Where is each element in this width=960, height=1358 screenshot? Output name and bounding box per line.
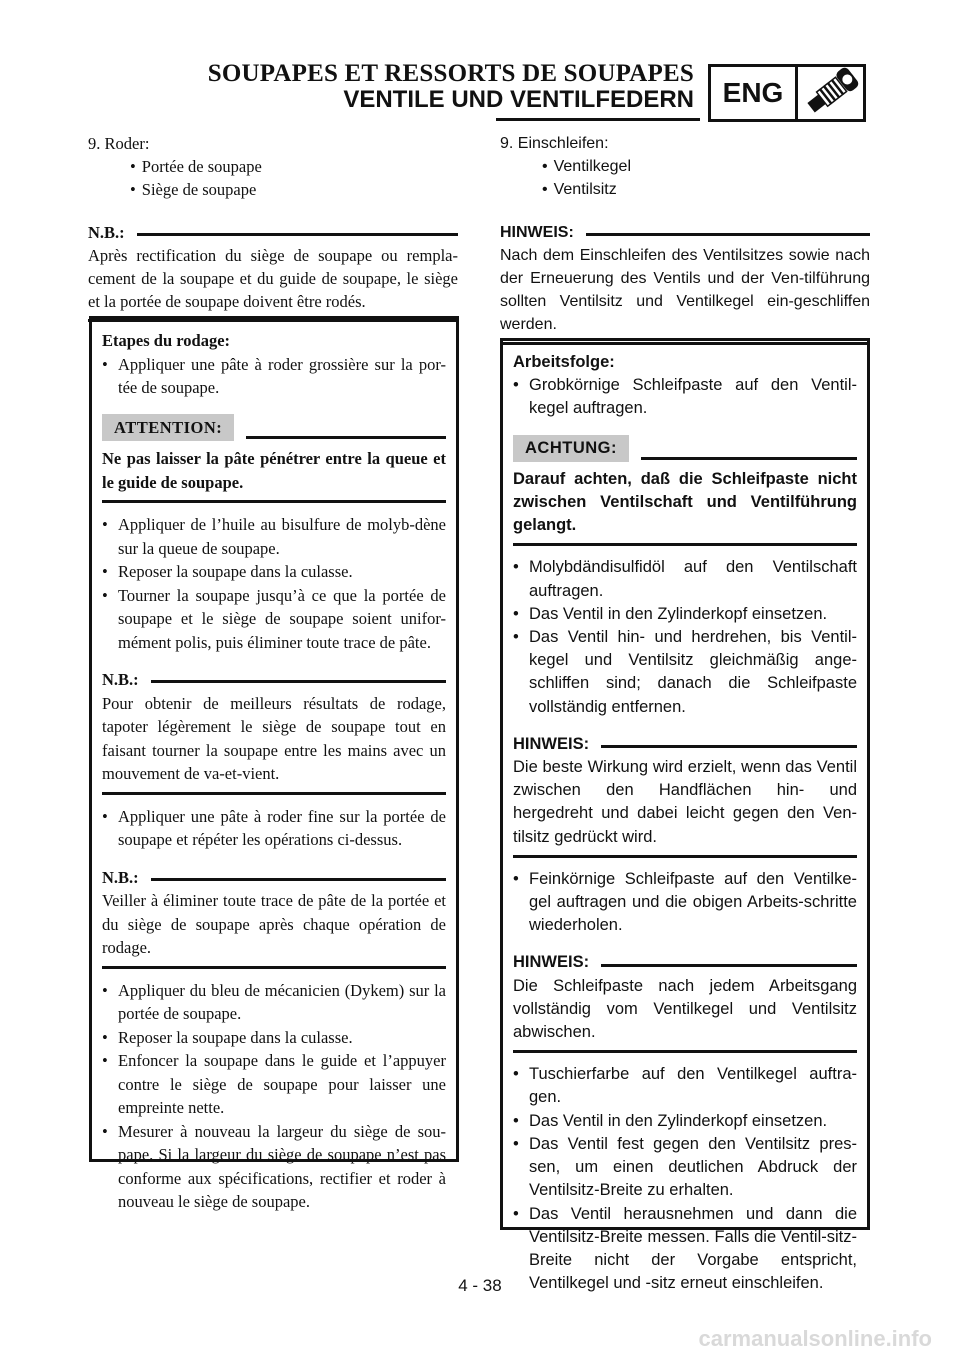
note-label: N.B.: — [102, 670, 139, 689]
attention-text: Ne pas laisser la pâte pénétrer entre la queue et le guide de soupape. — [102, 449, 446, 492]
attention-text: Darauf achten, daß die Schleifpaste nicht zwischen Ventilschaft und Ventilführung gelangt. — [513, 469, 857, 535]
note-label: N.B.: — [102, 867, 139, 887]
divider — [102, 792, 446, 795]
note-heading — [513, 733, 857, 756]
procedure-title: Etapes du rodage: — [102, 331, 231, 350]
engine-valve-tool-icon — [798, 67, 863, 119]
note-text: Pour obtenir de meilleurs résultats de rodage, tapoter légèrement le siège de soupape tout en faisant tourner la soupape entre les mains avec un mouvement de va-et-vient. — [102, 693, 446, 783]
note-heading — [513, 951, 857, 974]
divider — [246, 436, 446, 439]
list-item: • Appliquer de l’huile au bisulfure de molyb-dène sur la queue de soupape. — [102, 513, 446, 560]
divider — [601, 745, 857, 748]
step-title: 9. Einschleifen: — [500, 135, 609, 152]
note-text: Après rectification du siège de soupape ou rempla-cement de la soupape et du guide de soupape, le siège et la portée de soupape doivent être rodés. — [88, 246, 458, 311]
procedure-list — [513, 1063, 857, 1295]
divider — [137, 233, 458, 236]
list-item: • Appliquer une pâte à roder fine sur la portée de soupape et répéter les opérations ci-dessus. — [102, 805, 446, 852]
note-label: HINWEIS: — [513, 734, 590, 753]
list-item: • Das Ventil herausnehmen und dann die Ventilsitz-Breite messen. Falls die Ventil-sitz-Breite nicht der Vorgabe entspricht, Ventilkegel und -sitz erneut einschleifen. — [513, 1203, 857, 1296]
divider — [102, 966, 446, 969]
attention-label: ATTENTION: — [102, 414, 234, 442]
note-label: HINWEIS: — [513, 953, 590, 972]
procedure-title: Arbeitsfolge: — [513, 353, 615, 371]
procedure-box-de — [500, 338, 870, 1293]
list-item: • Grobkörnige Schleifpaste auf den Ventil-kegel auftragen. — [513, 374, 857, 420]
lang-badge: ENG — [711, 67, 798, 119]
note-heading — [102, 668, 446, 692]
procedure-list — [102, 979, 446, 1214]
list-item: • Ventilsitz — [542, 178, 870, 201]
list-item: • Das Ventil hin- und herdrehen, bis Ventil-kegel und Ventilsitz gleichmäßig ange-schliffen sind; danach die Schleifpaste vollständig entfernen. — [513, 626, 857, 719]
column-de — [500, 132, 870, 345]
list-item: • Appliquer du bleu de mécanicien (Dykem) sur la portée de soupape. — [102, 979, 446, 1026]
procedure-box-fr — [89, 316, 459, 1211]
step-title: 9. Roder: — [88, 134, 150, 153]
attention-heading — [102, 414, 446, 442]
list-item: • Siège de soupape — [130, 178, 458, 201]
note-heading — [500, 221, 870, 244]
attention-heading — [513, 435, 857, 462]
list-item: • Feinkörnige Schleifpaste auf den Ventilke-gel auftragen und die obigen Arbeits-schritte wiederholen. — [513, 868, 857, 938]
section-badge — [708, 64, 866, 122]
list-item: • Das Ventil in den Zylinderkopf einsetzen. — [513, 1110, 857, 1133]
watermark: carmanualsonline.info — [698, 1326, 932, 1351]
list-item: • Mesurer à nouveau la largeur du siège de sou-pape. Si la largeur du siège de soupape n’est pas conforme aux spécifications, rectifier et roder à nouveau le siège de soupape. — [102, 1120, 446, 1214]
divider — [102, 500, 446, 503]
note-text: Veiller à éliminer toute trace de pâte de la portée et du siège de soupape après chaque opération de rodage. — [102, 891, 446, 957]
list-item: • Reposer la soupape dans la culasse. — [102, 1026, 446, 1050]
note-label: HINWEIS: — [500, 224, 574, 241]
list-item: • Tourner la soupape jusqu’à ce que la portée de soupape et le siège de soupape soient unifor-mément polis, puis éliminer toute trace de pâte. — [102, 584, 446, 655]
procedure-list — [513, 374, 857, 420]
divider — [151, 680, 446, 683]
list-item: • Das Ventil in den Zylinderkopf einsetzen. — [513, 603, 857, 626]
divider — [586, 233, 870, 236]
note-text: Die beste Wirkung wird erzielt, wenn das Ventil zwischen den Handflächen hin- und hergedreht und dabei leicht gegen den Ven-tilsitz gedrückt wird. — [513, 758, 857, 846]
list-item: • Appliquer une pâte à roder grossière sur la por-tée de soupape. — [102, 353, 446, 400]
divider — [513, 543, 857, 546]
list-item: • Enfoncer la soupape dans le guide et l’appuyer contre le siège de soupape pour laisser une empreinte nette. — [102, 1049, 446, 1120]
list-item: • Reposer la soupape dans la culasse. — [102, 560, 446, 584]
note-heading — [88, 221, 458, 244]
list-item: • Tuschierfarbe auf den Ventilkegel auftra-gen. — [513, 1063, 857, 1109]
note-text: Die Schleifpaste nach jedem Arbeitsgang vollständig vom Ventilkegel und Ventilsitz abwischen. — [513, 976, 857, 1042]
list-item: • Ventilkegel — [542, 155, 870, 178]
page-title-de: VENTILE UND VENTILFEDERN — [343, 86, 694, 113]
note-text: Nach dem Einschleifen des Ventilsitzes sowie nach der Erneuerung des Ventils und der Ven-tilführung sollten Ventilsitz und Ventilkegel ein-geschliffen werden. — [500, 247, 870, 333]
procedure-list — [102, 805, 446, 852]
divider — [641, 457, 857, 460]
list-item: • Molybdändisulfidöl auf den Ventilschaft auftragen. — [513, 556, 857, 602]
procedure-list — [513, 868, 857, 938]
note-heading — [102, 866, 446, 890]
divider — [513, 855, 857, 858]
procedure-list — [102, 513, 446, 654]
page-title-fr: SOUPAPES ET RESSORTS DE SOUPAPES — [207, 60, 694, 87]
page-number: 4 - 38 — [458, 1276, 502, 1295]
list-item: • Portée de soupape — [130, 155, 458, 178]
step-items — [500, 155, 870, 201]
procedure-list — [102, 353, 446, 400]
divider — [513, 1050, 857, 1053]
list-item: • Das Ventil fest gegen den Ventilsitz pres-sen, um einen deutlichen Abdruck der Ventilsitz-Breite zu erhalten. — [513, 1133, 857, 1203]
attention-label: ACHTUNG: — [513, 435, 629, 462]
step-items — [88, 155, 458, 201]
procedure-list — [513, 556, 857, 718]
divider — [601, 964, 857, 967]
column-fr — [88, 132, 458, 322]
note-label: N.B.: — [88, 223, 125, 242]
divider — [151, 878, 446, 881]
header-rule — [496, 118, 700, 121]
